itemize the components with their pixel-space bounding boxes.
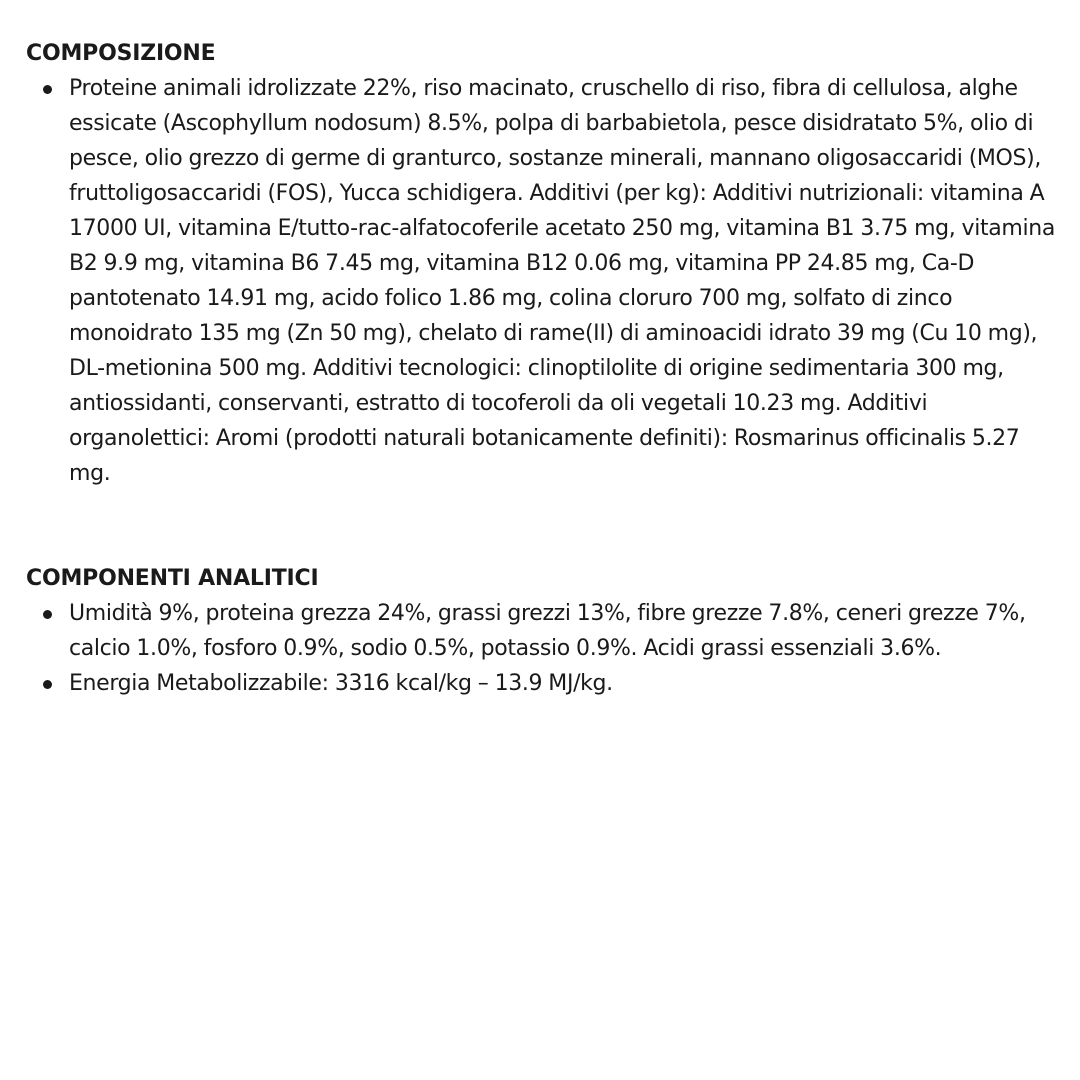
analytical-components-list [26, 596, 1060, 701]
composition-section [26, 36, 1060, 491]
analytical-values-text: Umidità 9%, proteina grezza 24%, grassi grezzi 13%, fibre grezze 7.8%, ceneri grezze 7%, calcio 1.0%, fosforo 0.9%, sodio 0.5%, potassio 0.9%. Acidi grassi essenziali 3.6%. [69, 601, 1026, 661]
bullet-icon [43, 85, 52, 94]
analytical-components-section [26, 561, 1060, 701]
product-info-page [26, 36, 1060, 701]
composition-list-item [26, 71, 1060, 491]
analytical-list-item [26, 666, 1060, 701]
metabolizable-energy-text: Energia Metabolizzabile: 3316 kcal/kg – 13.9 MJ/kg. [69, 671, 613, 696]
bullet-icon [43, 610, 52, 619]
composition-text: Proteine animali idrolizzate 22%, riso macinato, cruschello di riso, fibra di cellulosa, alghe essicate (Ascophyllum nodosum) 8.5%, polpa di barbabietola, pesce disidratato 5%, olio di pesce, olio grezzo di germe di granturco, sostanze minerali, mannano oligosaccaridi (MOS), fruttoligosaccaridi (FOS), Yucca schidigera. Additivi (per kg): Additivi nutrizionali: vitamina A 17000 UI, vitamina E/tutto-rac-alfatocoferile acetato 250 mg, vitamina B1 3.75 mg, vitamina B2 9.9 mg, vitamina B6 7.45 mg, vitamina B12 0.06 mg, vitamina PP 24.85 mg, Ca-D pantotenato 14.91 mg, acido folico 1.86 mg, colina cloruro 700 mg, solfato di zinco monoidrato 135 mg (Zn 50 mg), chelato di rame(II) di aminoacidi idrato 39 mg (Cu 10 mg), DL-metionina 500 mg. Additivi tecnologici: clinoptilolite di origine sedimentaria 300 mg, antiossidanti, conservanti, estratto di tocoferoli da oli vegetali 10.23 mg. Additivi organolettici: Aromi (prodotti naturali botanicamente definiti): Rosmarinus officinalis 5.27 mg. [69, 76, 1055, 486]
analytical-list-item [26, 596, 1060, 666]
composition-heading: COMPOSIZIONE [26, 41, 216, 66]
composition-list [26, 71, 1060, 491]
analytical-components-heading: COMPONENTI ANALITICI [26, 566, 319, 591]
bullet-icon [43, 680, 52, 689]
